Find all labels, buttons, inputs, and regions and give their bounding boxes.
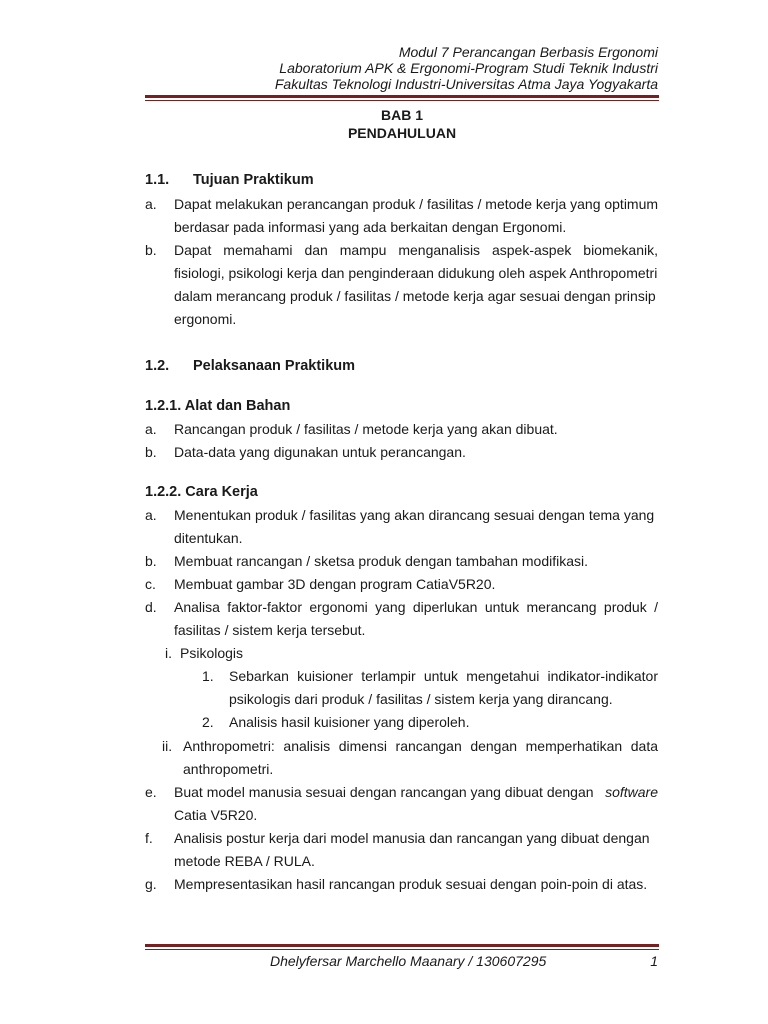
list-item-text: Membuat rancangan / sketsa produk dengan tambahan modifikasi. <box>174 553 589 569</box>
page-number: 1 <box>650 953 658 969</box>
list-item-text: Rancangan produk / fasilitas / metode kerja yang akan dibuat. <box>174 421 558 437</box>
header-faculty: Fakultas Teknologi Industri-Universitas Atma Jaya Yogyakarta <box>274 76 658 92</box>
list-label: a. <box>145 196 157 212</box>
list-item-text: Catia V5R20. <box>174 807 258 823</box>
list-item-text: Membuat gambar 3D dengan program CatiaV5R20. <box>174 576 496 592</box>
list-label: 1. <box>202 668 214 684</box>
list-label: a. <box>145 507 157 523</box>
list-label: i. <box>165 645 172 661</box>
list-label: a. <box>145 421 157 437</box>
list-item-text: metode REBA / RULA. <box>174 853 315 869</box>
list-item-text: dalam merancang produk / fasilitas / metode kerja agar sesuai dengan prinsip <box>174 288 656 304</box>
list-item-text: Sebarkan kuisioner terlampir untuk mengetahui indikator-indikator <box>229 668 658 684</box>
list-label: ii. <box>162 738 173 754</box>
list-item-italic-text: software <box>605 784 658 800</box>
list-item-text: berdasar pada informasi yang ada berkaitan dengan Ergonomi. <box>174 219 567 235</box>
list-label: g. <box>145 876 157 892</box>
list-item-text: ditentukan. <box>174 530 243 546</box>
list-item-text: Menentukan produk / fasilitas yang akan dirancang sesuai dengan tema yang <box>174 507 655 523</box>
list-item-text: Data-data yang digunakan untuk perancangan. <box>174 444 466 460</box>
chapter-title: PENDAHULUAN <box>347 125 457 141</box>
list-label: 2. <box>202 714 214 730</box>
list-item-line <box>174 784 658 800</box>
chapter-label: BAB 1 <box>380 107 423 123</box>
header-title: Modul 7 Perancangan Berbasis Ergonomi <box>398 44 658 60</box>
list-item-text: fasilitas / sistem kerja tersebut. <box>174 622 366 638</box>
list-item-text: fisiologi, psikologi kerja dan penginderaan didukung oleh aspek Anthropometri <box>174 265 658 281</box>
list-label: b. <box>145 242 157 258</box>
footer-rule-thick <box>145 944 659 947</box>
list-label: f. <box>145 830 153 846</box>
section-number: 1.2. <box>145 358 170 374</box>
subsection-title: 1.2.1. Alat dan Bahan <box>145 398 291 414</box>
list-label: b. <box>145 553 157 569</box>
list-item-text: Dapat memahami dan mampu menganalisis aspek-aspek biomekanik, <box>174 242 658 258</box>
section-title: Pelaksanaan Praktikum <box>193 358 356 374</box>
list-label: e. <box>145 784 157 800</box>
list-item-text: Analisa faktor-faktor ergonomi yang diperlukan untuk merancang produk / <box>174 599 658 615</box>
list-item-text: Dapat melakukan perancangan produk / fasilitas / metode kerja yang optimum <box>174 196 659 212</box>
section-title: Tujuan Praktikum <box>193 172 314 188</box>
list-item-text: Buat model manusia sesuai dengan rancangan yang dibuat dengan <box>174 784 594 800</box>
subsection-title: 1.2.2. Cara Kerja <box>145 484 258 500</box>
header-rule-thin <box>145 100 659 101</box>
footer-rule-thin <box>145 949 659 950</box>
header-rule-thick <box>145 95 659 98</box>
list-item-text: Anthropometri: analisis dimensi rancangan dengan memperhatikan data <box>183 738 658 754</box>
list-item-text: anthropometri. <box>183 761 274 777</box>
header-lab: Laboratorium APK & Ergonomi-Program Studi Teknik Industri <box>279 60 658 76</box>
list-item-text: Analisis hasil kuisioner yang diperoleh. <box>229 714 470 730</box>
list-label: d. <box>145 599 157 615</box>
list-item-text: Psikologis <box>180 645 244 661</box>
list-item-text: psikologis dari produk / fasilitas / sistem kerja yang dirancang. <box>229 691 613 707</box>
list-label: c. <box>145 576 156 592</box>
list-item-text: ergonomi. <box>174 311 237 327</box>
list-item-text: Analisis postur kerja dari model manusia dan rancangan yang dibuat dengan <box>174 830 650 846</box>
list-item-text: Mempresentasikan hasil rancangan produk sesuai dengan poin-poin di atas. <box>174 876 648 892</box>
footer-author: Dhelyfersar Marchello Maanary / 130607295 <box>270 953 547 969</box>
section-number: 1.1. <box>145 172 170 188</box>
list-label: b. <box>145 444 157 460</box>
